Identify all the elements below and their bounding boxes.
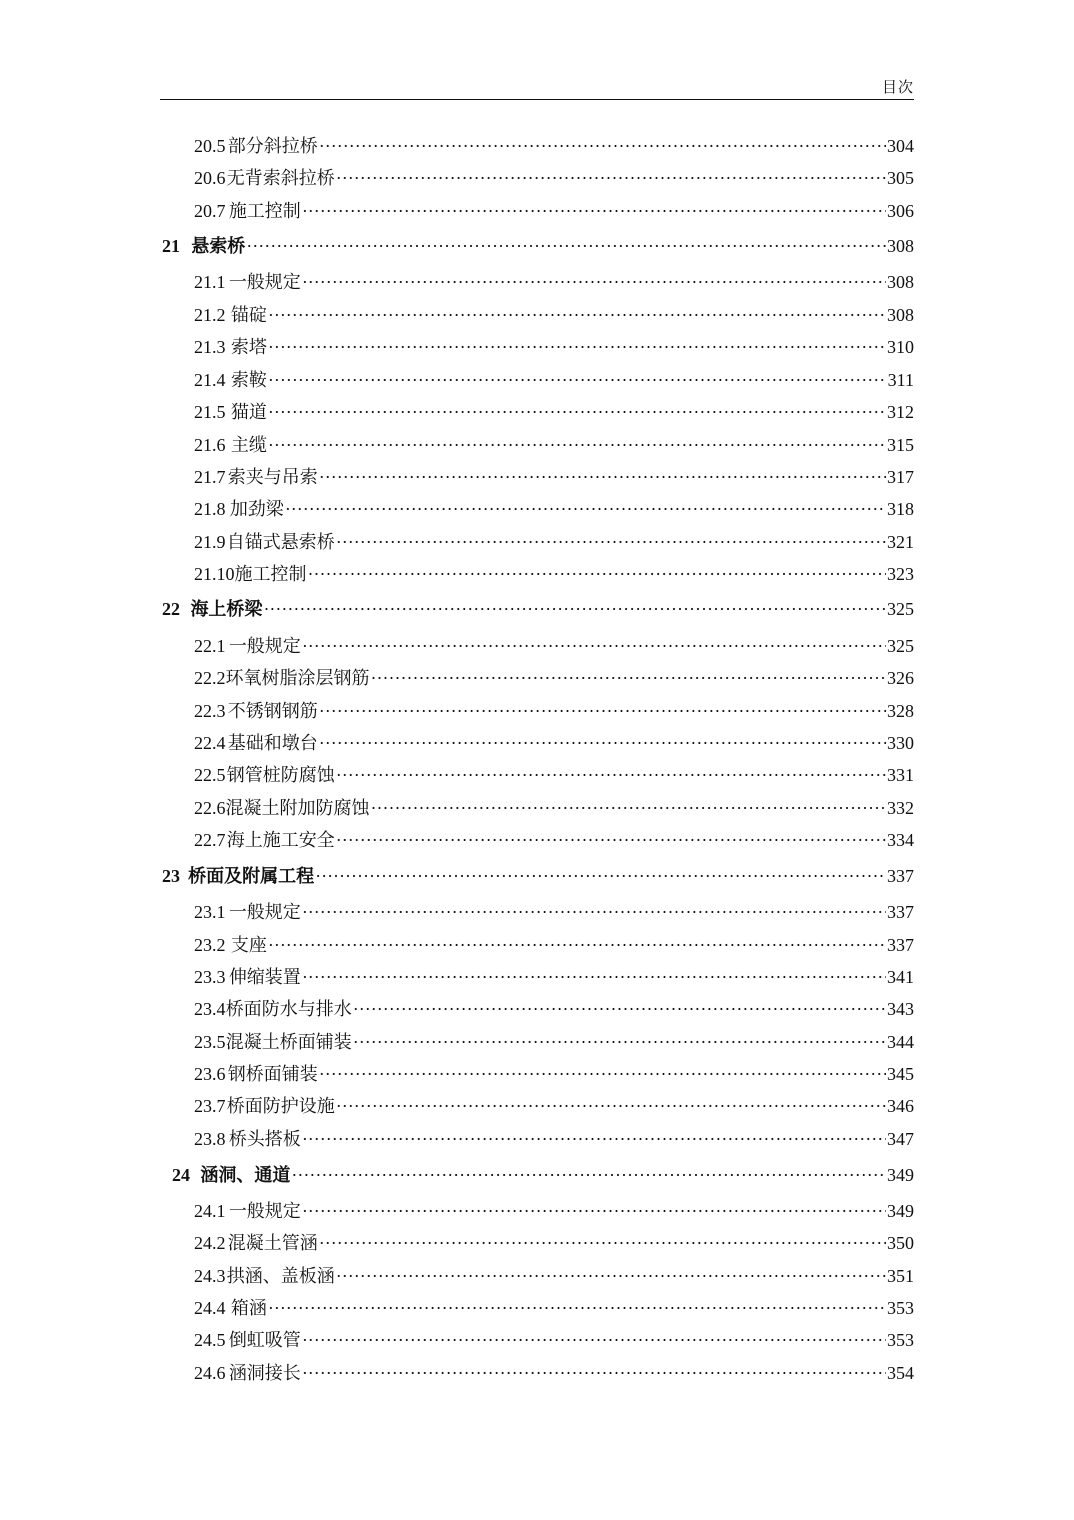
toc-entry-number: 21 (162, 236, 180, 256)
toc-entry-number: 21.8 (194, 499, 226, 519)
toc-leader-dots (336, 527, 886, 557)
toc-entry-page-number: 321 (887, 532, 914, 552)
toc-leader-dots (371, 793, 887, 823)
toc-leader-dots (302, 1196, 886, 1226)
toc-section-entry[interactable] (160, 163, 914, 193)
toc-entry-title: 桥头搭板 (228, 1129, 301, 1150)
toc-section-entry[interactable] (160, 300, 914, 330)
toc-entry-number: 23.4 (194, 999, 226, 1019)
toc-entry-page-number: 308 (887, 236, 914, 256)
toc-section-entry[interactable] (160, 462, 914, 492)
toc-leader-dots (302, 1124, 886, 1154)
toc-entry-number: 23.8 (194, 1129, 226, 1149)
toc-section-entry[interactable] (160, 897, 914, 927)
toc-entry-title: 索夹与吊索 (227, 467, 318, 488)
toc-entry-number: 21.9 (194, 532, 226, 552)
toc-leader-dots (336, 825, 886, 855)
toc-section-entry[interactable] (160, 430, 914, 460)
toc-entry-page-number: 344 (887, 1032, 914, 1052)
toc-entry-page-number: 341 (887, 967, 914, 987)
toc-entry-page-number: 331 (887, 765, 914, 785)
toc-entry-title: 混凝土管涵 (227, 1233, 318, 1254)
toc-entry-title: 无背索斜拉桥 (226, 168, 335, 189)
toc-section-entry[interactable] (160, 1124, 914, 1154)
toc-entry-page-number: 345 (887, 1064, 914, 1084)
toc-entry-page-number: 305 (887, 168, 914, 188)
toc-entry-number: 22.4 (194, 733, 226, 753)
toc-leader-dots (302, 1358, 886, 1388)
toc-section-entry[interactable] (160, 696, 914, 726)
toc-section-entry[interactable] (160, 1059, 914, 1089)
toc-entry-page-number: 350 (887, 1233, 914, 1253)
toc-entry-number: 24.6 (194, 1363, 226, 1383)
toc-section-entry[interactable] (160, 527, 914, 557)
toc-entry-number: 21.3 (194, 337, 226, 357)
toc-entry-page-number: 311 (887, 370, 914, 390)
toc-section-entry[interactable] (160, 131, 914, 161)
toc-chapter-entry[interactable] (160, 594, 914, 624)
toc-section-entry[interactable] (160, 365, 914, 395)
toc-entry-title: 桥面防护设施 (226, 1096, 335, 1117)
toc-entry-title: 一般规定 (228, 636, 301, 657)
toc-leader-dots (268, 430, 886, 460)
toc-leader-dots (319, 1059, 886, 1089)
toc-entry-page-number: 351 (887, 1266, 914, 1286)
toc-entry-title: 钢管桩防腐蚀 (226, 765, 335, 786)
toc-entry-title: 海上施工安全 (226, 830, 335, 851)
toc-entry-page-number: 334 (887, 830, 914, 850)
toc-entry-page-number: 332 (887, 798, 914, 818)
toc-entry-number: 21.10 (194, 564, 235, 584)
toc-entry-number: 21.2 (194, 305, 226, 325)
toc-section-entry[interactable] (160, 1027, 914, 1057)
toc-entry-title: 猫道 (230, 402, 267, 423)
toc-section-entry[interactable] (160, 793, 914, 823)
toc-leader-dots (263, 594, 886, 624)
toc-leader-dots (319, 1228, 886, 1258)
toc-entry-title: 支座 (230, 935, 267, 956)
toc-entry-number: 23.7 (194, 1096, 226, 1116)
toc-entry-number: 22.1 (194, 636, 226, 656)
toc-leader-dots (308, 559, 887, 589)
toc-leader-dots (319, 131, 886, 161)
toc-entry-title: 自锚式悬索桥 (226, 532, 335, 553)
toc-entry-page-number: 337 (887, 935, 914, 955)
toc-entry-page-number: 343 (887, 999, 914, 1019)
toc-leader-dots (336, 1261, 886, 1291)
toc-section-entry[interactable] (160, 760, 914, 790)
toc-entry-number: 21.1 (194, 272, 226, 292)
toc-section-entry[interactable] (160, 494, 914, 524)
toc-entry-number: 23.1 (194, 902, 226, 922)
toc-entry-number: 23 (162, 866, 180, 886)
toc-entry-number: 24 (172, 1165, 190, 1185)
toc-leader-dots (302, 267, 886, 297)
toc-leader-dots (268, 397, 886, 427)
toc-entry-number: 24.5 (194, 1330, 226, 1350)
toc-entry-number: 24.1 (194, 1201, 226, 1221)
toc-entry-number: 22.3 (194, 701, 226, 721)
toc-entry-title: 部分斜拉桥 (227, 136, 318, 157)
toc-entry-title: 涵洞接长 (228, 1363, 301, 1384)
toc-entry-title: 主缆 (230, 435, 267, 456)
toc-entry-number: 21.6 (194, 435, 226, 455)
toc-chapter-entry[interactable] (160, 861, 914, 891)
toc-entry-page-number: 325 (887, 599, 914, 619)
toc-section-entry[interactable] (160, 397, 914, 427)
toc-section-entry[interactable] (160, 332, 914, 362)
toc-entry-title: 施工控制 (234, 564, 307, 585)
toc-entry-page-number: 308 (887, 272, 914, 292)
toc-leader-dots (268, 300, 886, 330)
toc-entry-number: 24.2 (194, 1233, 226, 1253)
toc-entry-page-number: 312 (887, 402, 914, 422)
toc-section-entry[interactable] (160, 962, 914, 992)
toc-entry-page-number: 323 (887, 564, 914, 584)
toc-leader-dots (302, 962, 886, 992)
toc-section-entry[interactable] (160, 1293, 914, 1323)
toc-section-entry[interactable] (160, 1261, 914, 1291)
toc-leader-dots (315, 861, 886, 891)
toc-leader-dots (302, 631, 886, 661)
toc-leader-dots (371, 663, 887, 693)
toc-entry-page-number: 310 (887, 337, 914, 357)
toc-section-entry[interactable] (160, 1196, 914, 1226)
toc-leader-dots (302, 897, 886, 927)
toc-entry-number: 23.6 (194, 1064, 226, 1084)
toc-entry-title: 倒虹吸管 (228, 1330, 301, 1351)
toc-entry-number: 22.6 (194, 798, 226, 818)
toc-leader-dots (268, 1293, 886, 1323)
toc-leader-dots (353, 1027, 886, 1057)
toc-entry-number: 22.2 (194, 668, 226, 688)
toc-entry-number: 24.4 (194, 1298, 226, 1318)
toc-section-entry[interactable] (160, 1325, 914, 1355)
toc-entry-title: 索鞍 (230, 370, 267, 391)
toc-section-entry[interactable] (160, 663, 914, 693)
toc-entry-page-number: 325 (887, 636, 914, 656)
toc-entry-page-number: 349 (887, 1165, 914, 1185)
toc-entry-title: 海上桥梁 (190, 599, 263, 620)
toc-entry-number: 21.5 (194, 402, 226, 422)
toc-leader-dots (268, 365, 887, 395)
toc-entry-page-number: 353 (887, 1330, 914, 1350)
toc-leader-dots (302, 196, 886, 226)
toc-entry-title: 悬索桥 (191, 236, 246, 257)
toc-entry-title: 混凝土附加防腐蚀 (225, 798, 370, 819)
toc-leader-dots (336, 760, 886, 790)
toc-entry-title: 桥面防水与排水 (225, 999, 352, 1020)
toc-entry-number: 23.2 (194, 935, 226, 955)
toc-entry-page-number: 315 (887, 435, 914, 455)
toc-entry-title: 施工控制 (228, 201, 301, 222)
toc-entry-number: 23.3 (194, 967, 226, 987)
toc-entry-number: 24.3 (194, 1266, 226, 1286)
toc-entry-number: 22 (162, 599, 180, 619)
toc-entry-page-number: 347 (887, 1129, 914, 1149)
toc-entry-number: 20.7 (194, 201, 226, 221)
toc-entry-number: 23.5 (194, 1032, 226, 1052)
toc-leader-dots (285, 494, 886, 524)
toc-entry-page-number: 318 (887, 499, 914, 519)
toc-section-entry[interactable] (160, 196, 914, 226)
toc-entry-page-number: 326 (887, 668, 914, 688)
toc-leader-dots (268, 930, 886, 960)
toc-entry-number: 21.7 (194, 467, 226, 487)
toc-entry-page-number: 328 (887, 701, 914, 721)
toc-section-entry[interactable] (160, 1091, 914, 1121)
toc-entry-title: 涵洞、通道 (200, 1165, 291, 1186)
toc-leader-dots (336, 1091, 886, 1121)
toc-section-entry[interactable] (160, 825, 914, 855)
toc-entry-number: 20.6 (194, 168, 226, 188)
toc-section-entry[interactable] (160, 930, 914, 960)
toc-entry-title: 环氧树脂涂层钢筋 (225, 668, 370, 689)
toc-entry-title: 混凝土桥面铺装 (225, 1032, 352, 1053)
toc-entry-title: 伸缩装置 (228, 967, 301, 988)
toc-entry-title: 不锈钢钢筋 (227, 701, 318, 722)
toc-leader-dots (291, 1160, 886, 1190)
toc-leader-dots (302, 1325, 886, 1355)
toc-entry-title: 箱涵 (230, 1298, 267, 1319)
toc-leader-dots (268, 332, 886, 362)
toc-entry-page-number: 349 (887, 1201, 914, 1221)
toc-entry-page-number: 354 (887, 1363, 914, 1383)
toc-entry-page-number: 330 (887, 733, 914, 753)
toc-entry-title: 一般规定 (228, 902, 301, 923)
toc-leader-dots (319, 462, 886, 492)
toc-section-entry[interactable] (160, 559, 914, 589)
toc-entry-title: 锚碇 (230, 305, 267, 326)
toc-leader-dots (336, 163, 886, 193)
toc-entry-number: 20.5 (194, 136, 226, 156)
toc-entry-title: 加劲梁 (229, 499, 284, 520)
toc-entry-title: 桥面及附属工程 (188, 866, 315, 887)
toc-entry-page-number: 304 (887, 136, 914, 156)
toc-entry-number: 22.7 (194, 830, 226, 850)
toc-section-entry[interactable] (160, 1228, 914, 1258)
toc-entry-title: 索塔 (230, 337, 267, 358)
toc-section-entry[interactable] (160, 1358, 914, 1388)
toc-leader-dots (246, 231, 886, 261)
toc-chapter-entry[interactable] (160, 231, 914, 261)
toc-entry-title: 一般规定 (228, 272, 301, 293)
toc-entry-number: 22.5 (194, 765, 226, 785)
toc-entry-page-number: 346 (887, 1096, 914, 1116)
toc-section-entry[interactable] (160, 728, 914, 758)
toc-entry-title: 钢桥面铺装 (227, 1064, 318, 1085)
toc-entry-page-number: 306 (887, 201, 914, 221)
toc-leader-dots (319, 728, 886, 758)
toc-section-entry[interactable] (160, 631, 914, 661)
toc-entry-page-number: 353 (887, 1298, 914, 1318)
toc-entry-number: 21.4 (194, 370, 226, 390)
toc-entry-title: 基础和墩台 (227, 733, 318, 754)
toc-section-entry[interactable] (160, 994, 914, 1024)
toc-chapter-entry[interactable] (160, 1160, 914, 1190)
page-header-label: 目次 (881, 78, 914, 96)
toc-section-entry[interactable] (160, 267, 914, 297)
toc-leader-dots (353, 994, 886, 1024)
toc-entry-page-number: 337 (887, 902, 914, 922)
toc-entry-title: 拱涵、盖板涵 (226, 1266, 335, 1287)
toc-entry-page-number: 308 (887, 305, 914, 325)
toc-entry-page-number: 317 (887, 467, 914, 487)
toc-entry-title: 一般规定 (228, 1201, 301, 1222)
toc-entry-page-number: 337 (887, 866, 914, 886)
toc-leader-dots (319, 696, 886, 726)
